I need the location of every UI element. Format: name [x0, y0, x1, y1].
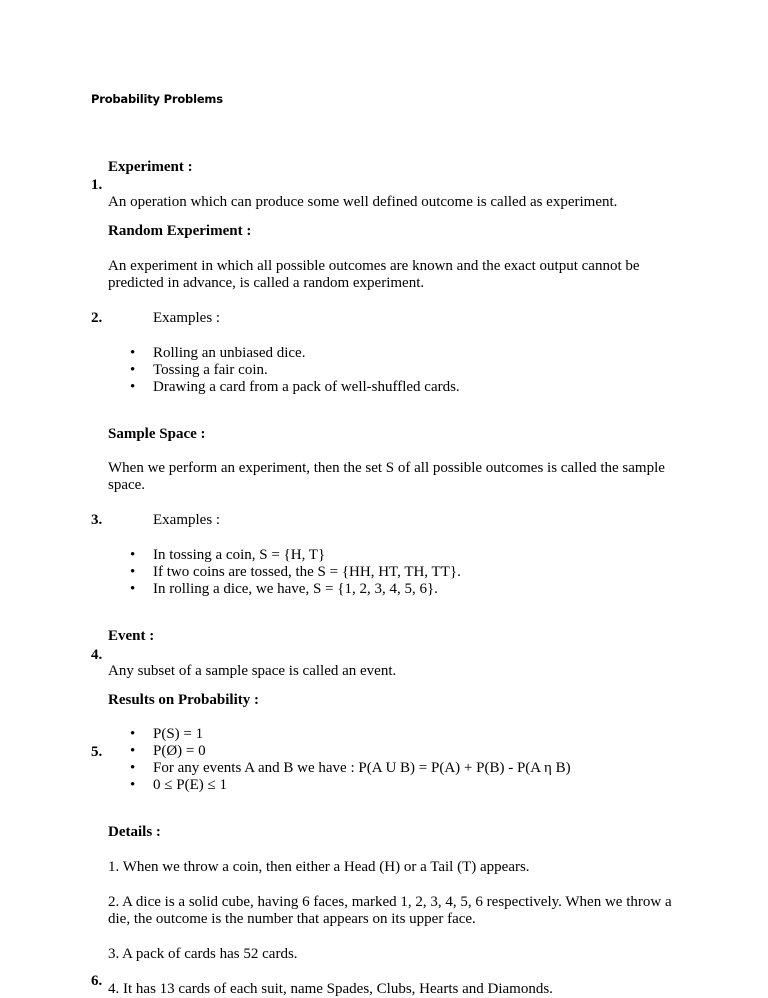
list-item: • 0 ≤ P(E) ≤ 1	[130, 777, 571, 794]
details-item-1: 1. When we throw a coin, then either a Head (H) or a Tail (T) appears.	[108, 859, 530, 875]
random-experiment-heading: Random Experiment :	[108, 223, 252, 239]
random-experiment-definition: An experiment in which all possible outcomes are known and the exact output cannot be predicted in advance, is called a random experiment.	[108, 258, 640, 291]
section-number-3: 3.	[91, 512, 103, 528]
list-item: • In tossing a coin, S = {H, T}	[130, 547, 461, 564]
list-item: • In rolling a dice, we have, S = {1, 2, 3, 4, 5, 6}.	[130, 581, 461, 598]
event-heading: Event :	[108, 628, 155, 644]
results-list	[130, 726, 571, 794]
list-item: • Drawing a card from a pack of well-shuffled cards.	[130, 379, 460, 396]
list-item: • Tossing a fair coin.	[130, 362, 460, 379]
section-number-6: 6.	[91, 973, 103, 989]
examples-list-2	[130, 345, 460, 396]
list-item: • For any events A and B we have : P(A U B) = P(A) + P(B) - P(A η B)	[130, 760, 571, 777]
results-heading: Results on Probability :	[108, 692, 259, 708]
list-item: • P(Ø) = 0	[130, 743, 571, 760]
details-heading: Details :	[108, 824, 161, 840]
document-title: Probability Problems	[91, 92, 223, 106]
experiment-heading: Experiment :	[108, 159, 193, 175]
sample-space-definition: When we perform an experiment, then the set S of all possible outcomes is called the sample space.	[108, 460, 665, 493]
section-number-5: 5.	[91, 744, 103, 760]
details-item-3: 3. A pack of cards has 52 cards.	[108, 946, 298, 962]
examples-list-3	[130, 547, 461, 598]
examples-label-3: Examples :	[153, 512, 221, 528]
sample-space-heading: Sample Space :	[108, 426, 206, 442]
list-item: • If two coins are tossed, the S = {HH, HT, TH, TT}.	[130, 564, 461, 581]
examples-label-2: Examples :	[153, 310, 221, 326]
event-definition: Any subset of a sample space is called an event.	[108, 663, 397, 679]
list-item: • Rolling an unbiased dice.	[130, 345, 460, 362]
section-number-1: 1.	[91, 177, 103, 193]
list-item: • P(S) = 1	[130, 726, 571, 743]
details-item-2: 2. A dice is a solid cube, having 6 faces, marked 1, 2, 3, 4, 5, 6 respectively. When we throw a die, the outcome is the number that appears on its upper face.	[108, 894, 672, 927]
details-item-4: 4. It has 13 cards of each suit, name Spades, Clubs, Hearts and Diamonds.	[108, 981, 553, 997]
section-number-4: 4.	[91, 647, 103, 663]
section-number-2: 2.	[91, 310, 103, 326]
experiment-definition: An operation which can produce some well defined outcome is called as experiment.	[108, 194, 618, 210]
